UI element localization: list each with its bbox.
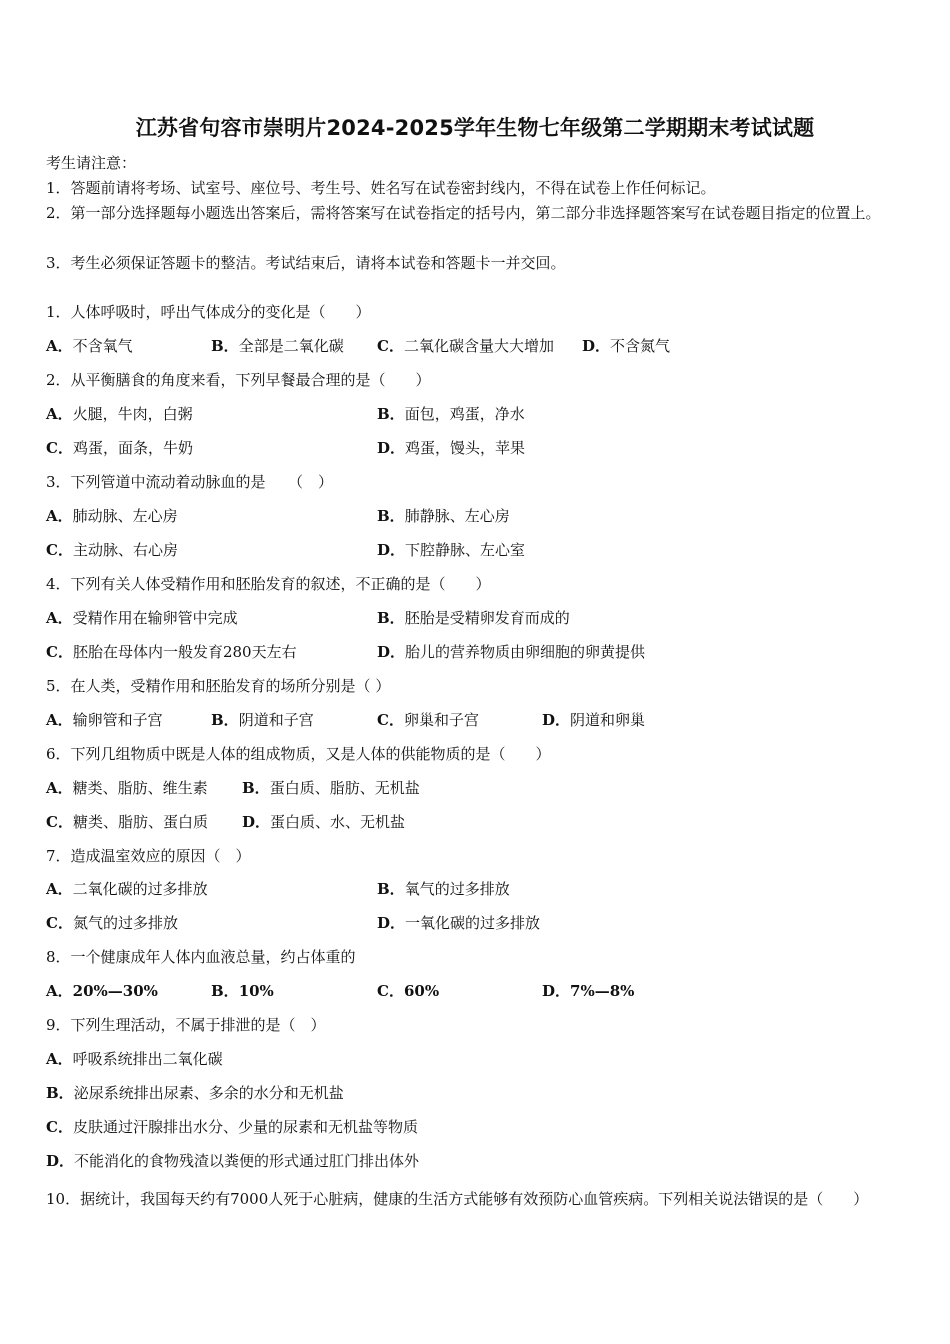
option-label: C． (46, 439, 73, 457)
option (377, 608, 570, 628)
option-text: 60% (403, 982, 440, 1000)
option-label: C． (46, 914, 73, 932)
option-text: 10% (238, 982, 274, 1000)
option-text: 不含氧气 (72, 337, 133, 355)
option (377, 981, 439, 1001)
option (377, 710, 479, 730)
option (46, 879, 208, 899)
option-text: 氧气的过多排放 (404, 880, 510, 898)
option-text: 呼吸系统排出二氧化碳 (72, 1050, 223, 1068)
option-text: 糖类、脂肪、蛋白质 (72, 813, 208, 831)
option (46, 506, 178, 526)
option-text: 二氧化碳含量大大增加 (403, 337, 554, 355)
option-label: D． (582, 337, 611, 355)
option (377, 913, 540, 933)
option (46, 710, 163, 730)
option-label: C． (46, 1118, 73, 1136)
option-label: C． (46, 541, 73, 559)
option-text: 火腿，牛肉，白粥 (72, 405, 193, 423)
option (542, 981, 634, 1001)
option-label: D． (377, 914, 406, 932)
option-label: C． (46, 643, 73, 661)
option-label: C． (377, 711, 404, 729)
option-text: 肺动脉、左心房 (72, 507, 178, 525)
option-text: 胎儿的营养物质由卵细胞的卵黄提供 (405, 643, 646, 661)
option (242, 812, 405, 832)
option-label: B． (377, 507, 405, 525)
question-stem: 9．下列生理活动，不属于排泄的是（ ） (46, 1016, 326, 1034)
question-stem: 4．下列有关人体受精作用和胚胎发育的叙述，不正确的是（ ） (46, 575, 491, 593)
option (46, 540, 178, 560)
option-text: 主动脉、右心房 (72, 541, 178, 559)
option (377, 540, 525, 560)
option-label: B． (377, 609, 405, 627)
question-stem: 7．造成温室效应的原因（ ） (46, 847, 251, 865)
notice-item: 3．考生必须保证答题卡的整洁。考试结束后，请将本试卷和答题卡一并交回。 (46, 254, 566, 272)
option-text: 下腔静脉、左心室 (405, 541, 526, 559)
option-text: 面包，鸡蛋，净水 (404, 405, 525, 423)
option (46, 1083, 344, 1103)
option (46, 1049, 223, 1069)
option (377, 506, 510, 526)
option-label: A． (46, 982, 73, 1000)
option (582, 336, 670, 356)
option-text: 7%—8% (570, 982, 635, 1000)
option (46, 404, 193, 424)
option-text: 肺静脉、左心房 (404, 507, 510, 525)
option-text: 鸡蛋，面条，牛奶 (72, 439, 193, 457)
option-label: A． (46, 1050, 73, 1068)
option-label: D． (542, 982, 571, 1000)
option-label: B． (377, 405, 405, 423)
option-text: 全部是二氧化碳 (238, 337, 344, 355)
option-label: C． (46, 813, 73, 831)
option (46, 1151, 419, 1171)
question-stem: 2．从平衡膳食的角度来看，下列早餐最合理的是（ ） (46, 371, 431, 389)
question-stem: 1．人体呼吸时，呼出气体成分的变化是（ ） (46, 303, 371, 321)
option (242, 778, 420, 798)
option-text: 皮肤通过汗腺排出水分、少量的尿素和无机盐等物质 (72, 1118, 418, 1136)
page-title: 江苏省句容市崇明片2024-2025学年生物七年级第二学期期末考试试题 (135, 116, 815, 140)
option (46, 1117, 418, 1137)
option-label: A． (46, 779, 73, 797)
option-label: D． (46, 1152, 75, 1170)
option (211, 336, 344, 356)
option-label: B． (211, 337, 239, 355)
option (377, 438, 525, 458)
option-text: 阴道和子宫 (238, 711, 314, 729)
option (46, 778, 208, 798)
option-label: D． (377, 541, 406, 559)
option (46, 981, 158, 1001)
option-label: A． (46, 337, 73, 355)
option-label: C． (377, 337, 404, 355)
option-label: D． (242, 813, 271, 831)
notice-item: 2．第一部分选择题每小题选出答案后，需将答案写在试卷指定的括号内，第二部分非选择题答案写在试卷题目指定的位置上。 (46, 204, 881, 222)
option (377, 336, 554, 356)
option-text: 氮气的过多排放 (72, 914, 178, 932)
option-label: A． (46, 880, 73, 898)
option-text: 鸡蛋，馒头，苹果 (405, 439, 526, 457)
option (542, 710, 645, 730)
option (377, 879, 510, 899)
option (46, 336, 133, 356)
notice-item: 1．答题前请将考场、试室号、座位号、考生号、姓名写在试卷密封线内，不得在试卷上作任何标记。 (46, 179, 716, 197)
option-label: D． (377, 643, 406, 661)
option-text: 一氧化碳的过多排放 (405, 914, 541, 932)
option-text: 胚胎是受精卵发育而成的 (404, 609, 570, 627)
option-text: 不含氮气 (610, 337, 671, 355)
question-stem: 5．在人类，受精作用和胚胎发育的场所分别是（ ） (46, 677, 391, 695)
option-text: 糖类、脂肪、维生素 (72, 779, 208, 797)
option-text: 蛋白质、脂肪、无机盐 (269, 779, 420, 797)
option (46, 608, 238, 628)
option-text: 卵巢和子宫 (403, 711, 479, 729)
option (46, 913, 178, 933)
option-text: 二氧化碳的过多排放 (72, 880, 208, 898)
option-label: B． (377, 880, 405, 898)
option-text: 输卵管和子宫 (72, 711, 163, 729)
option (46, 438, 193, 458)
option-label: D． (377, 439, 406, 457)
option-label: D． (542, 711, 571, 729)
option-label: B． (46, 1084, 74, 1102)
option-label: C． (377, 982, 404, 1000)
option-label: B． (211, 982, 239, 1000)
notice-heading: 考生请注意： (46, 154, 137, 172)
option-label: A． (46, 711, 73, 729)
option-text: 20%—30% (72, 982, 158, 1000)
option (377, 404, 525, 424)
question-stem: 8．一个健康成年人体内血液总量，约占体重的 (46, 948, 356, 966)
option (211, 981, 274, 1001)
option-text: 受精作用在输卵管中完成 (72, 609, 238, 627)
option-label: A． (46, 405, 73, 423)
option-text: 泌尿系统排出尿素、多余的水分和无机盐 (73, 1084, 344, 1102)
question-stem: 6．下列几组物质中既是人体的组成物质，又是人体的供能物质的是（ ） (46, 745, 551, 763)
option (46, 642, 297, 662)
option (211, 710, 314, 730)
option-text: 不能消化的食物残渣以粪便的形式通过肛门排出体外 (74, 1152, 420, 1170)
question-stem: 10．据统计，我国每天约有7000人死于心脏病，健康的生活方式能够有效预防心血管疾病。下列相关说法错误的是（ ） (46, 1190, 869, 1208)
option-label: B． (211, 711, 239, 729)
option (46, 812, 208, 832)
question-stem: 3．下列管道中流动着动脉血的是 （ ） (46, 473, 334, 491)
option-text: 阴道和卵巢 (570, 711, 646, 729)
option-label: A． (46, 609, 73, 627)
option (377, 642, 645, 662)
option-text: 蛋白质、水、无机盐 (270, 813, 406, 831)
option-text: 胚胎在母体内一般发育280天左右 (72, 643, 297, 661)
option-label: A． (46, 507, 73, 525)
option-label: B． (242, 779, 270, 797)
